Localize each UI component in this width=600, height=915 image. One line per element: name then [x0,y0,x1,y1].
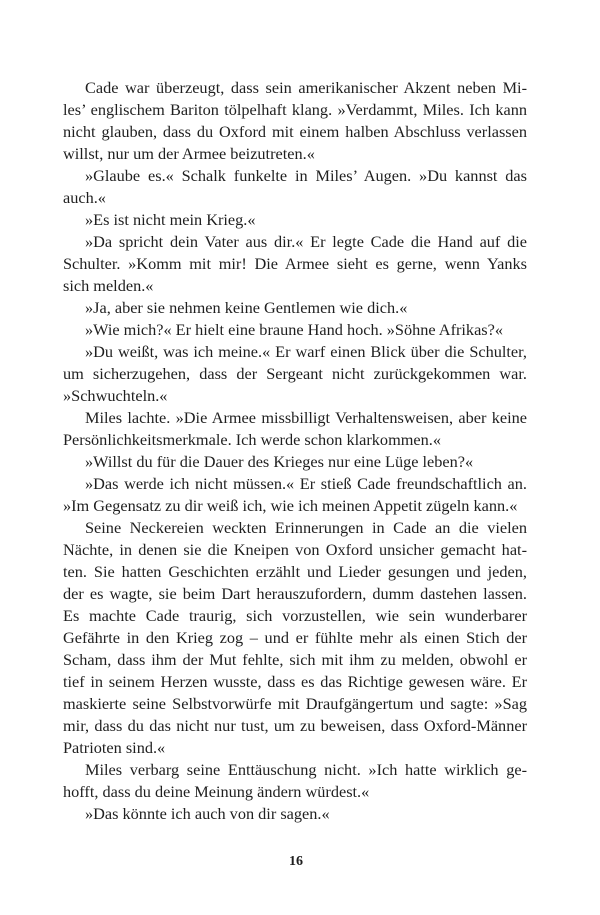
paragraph-first-line: »Es ist nicht mein Krieg.« [85,210,256,229]
paragraph-first-line: »Willst du für die Dauer des Krieges nur eine Lüge leben?« [85,452,474,471]
text-line: um sicherzugehen, dass der Sergeant nicht zurückgekommen war. [63,364,527,383]
text-line: auch.« [63,188,106,207]
text-line: Scham, dass ihm der Mut fehlte, sich mit ihm zu melden, obwohl er [63,650,527,669]
paragraph-first-line: »Ja, aber sie nehmen keine Gentlemen wie dich.« [85,298,408,317]
text-line: tief in seinem Herzen wusste, dass es das Richtige gewesen wäre. Er [63,672,527,691]
text-line: hofft, dass du deine Meinung ändern würdest.« [63,782,370,801]
text-line: Persönlichkeitsmerkmale. Ich werde schon klarkommen.« [63,430,441,449]
paragraph-first-line: Cade war überzeugt, dass sein amerikanischer Akzent neben Mi- [85,78,527,97]
text-line: »Schwuchteln.« [63,386,168,405]
text-line: sich melden.« [63,276,154,295]
text-line: »Im Gegensatz zu dir weiß ich, wie ich meinen Appetit zügeln kann.« [63,496,518,515]
paragraph-first-line: »Da spricht dein Vater aus dir.« Er legte Cade die Hand auf die [85,232,527,251]
page-body-text [63,77,527,825]
paragraph-first-line: Miles verbarg seine Enttäuschung nicht. »Ich hatte wirklich ge- [85,760,527,779]
text-line: Patrioten sind.« [63,738,166,757]
paragraph-first-line: Miles lachte. »Die Armee missbilligt Verhaltensweisen, aber keine [85,408,527,427]
paragraph-first-line: »Glaube es.« Schalk funkelte in Miles’ Augen. »Du kannst das [85,166,527,185]
paragraph-first-line: »Das könnte ich auch von dir sagen.« [85,804,330,823]
text-line: mir, dass du das nicht nur tust, um zu beweisen, dass Oxford-Männer [63,716,527,735]
text-line: les’ englischem Bariton tölpelhaft klang. »Verdammt, Miles. Ich kann [63,100,527,119]
text-line: willst, nur um der Armee beizutreten.« [63,144,315,163]
paragraph-first-line: »Du weißt, was ich meine.« Er warf einen Blick über die Schulter, [85,342,527,361]
text-line: nicht glauben, dass du Oxford mit einem halben Abschluss verlassen [63,122,527,141]
text-line: Gefährte in den Krieg zog – und er fühlte mehr als einen Stich der [63,628,527,647]
paragraph-first-line: Seine Neckereien weckten Erinnerungen in Cade an die vielen [85,518,527,537]
text-line: Schulter. »Komm mit mir! Die Armee sieht es gerne, wenn Yanks [63,254,527,273]
text-line: Nächte, in denen sie die Kneipen von Oxford unsicher gemacht hat- [63,540,527,559]
text-line: maskierte seine Selbstvorwürfe mit Draufgängertum und sagte: »Sag [63,694,527,713]
paragraph-first-line: »Wie mich?« Er hielt eine braune Hand hoch. »Söhne Afrikas?« [85,320,504,339]
text-line: der es wagte, sie beim Dart herauszufordern, dumm dastehen lassen. [63,584,527,603]
page-number: 16 [289,854,303,869]
text-line: ten. Sie hatten Geschichten erzählt und Lieder gesungen und jeden, [63,562,527,581]
text-line: Es machte Cade traurig, sich vorzustellen, wie sein wunderbarer [63,606,527,625]
paragraph-first-line: »Das werde ich nicht müssen.« Er stieß Cade freundschaftlich an. [85,474,527,493]
